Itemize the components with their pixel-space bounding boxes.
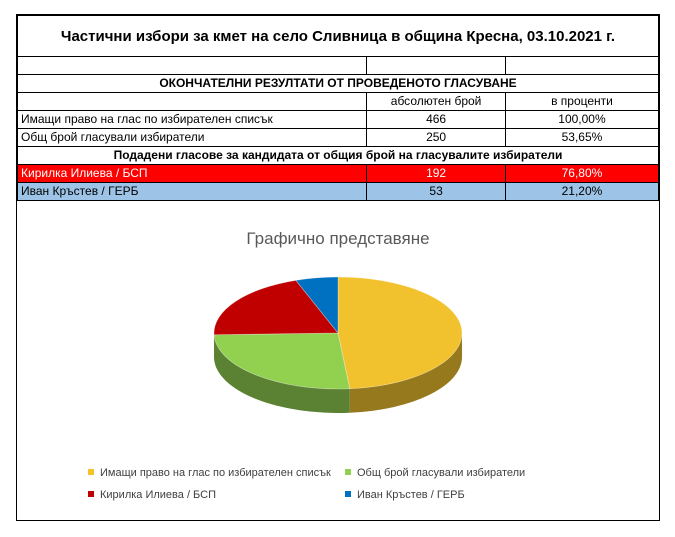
legend-item bbox=[345, 467, 525, 479]
page-title: Частични избори за кмет на село Сливница в община Кресна, 03.10.2021 г. bbox=[18, 16, 659, 57]
empty-cell bbox=[367, 57, 506, 75]
empty-row bbox=[18, 57, 659, 75]
candidate-row-bsp bbox=[18, 165, 659, 183]
candidate-label: Иван Кръстев / ГЕРБ bbox=[18, 183, 367, 201]
chart-area bbox=[17, 215, 659, 520]
title-row bbox=[18, 16, 659, 57]
row-label: Общ брой гласували избиратели bbox=[18, 129, 367, 147]
results-table bbox=[17, 15, 659, 201]
candidates-header-row bbox=[18, 147, 659, 165]
legend-swatch bbox=[88, 491, 94, 497]
legend-item bbox=[345, 489, 465, 501]
legend-label: Иван Кръстев / ГЕРБ bbox=[357, 489, 465, 501]
legend-swatch bbox=[345, 469, 351, 475]
table-row bbox=[18, 111, 659, 129]
row-absolute: 250 bbox=[367, 129, 506, 147]
candidate-label: Кирилка Илиева / БСП bbox=[18, 165, 367, 183]
candidate-percent: 76,80% bbox=[505, 165, 658, 183]
candidate-absolute: 192 bbox=[367, 165, 506, 183]
section-header-row bbox=[18, 75, 659, 93]
table-row bbox=[18, 129, 659, 147]
chart-title: Графично представяне bbox=[246, 229, 430, 248]
legend-label: Кирилка Илиева / БСП bbox=[100, 489, 216, 501]
legend-swatch bbox=[345, 491, 351, 497]
row-absolute: 466 bbox=[367, 111, 506, 129]
legend-item bbox=[88, 489, 216, 501]
section-header: ОКОНЧАТЕЛНИ РЕЗУЛТАТИ ОТ ПРОВЕДЕНОТО ГЛАСУВАНЕ bbox=[18, 75, 659, 93]
candidate-percent: 21,20% bbox=[505, 183, 658, 201]
empty-cell bbox=[18, 93, 367, 111]
column-header-row bbox=[18, 93, 659, 111]
col-percent-header: в проценти bbox=[505, 93, 658, 111]
candidates-header: Подадени гласове за кандидата от общия брой на гласувалите избиратели bbox=[18, 147, 659, 165]
candidate-absolute: 53 bbox=[367, 183, 506, 201]
legend-label: Общ брой гласували избиратели bbox=[357, 467, 526, 479]
legend-swatch bbox=[88, 469, 94, 475]
legend-item bbox=[88, 467, 331, 479]
row-percent: 100,00% bbox=[505, 111, 658, 129]
candidate-row-gerb bbox=[18, 183, 659, 201]
empty-cell bbox=[18, 57, 367, 75]
col-absolute-header: абсолютен брой bbox=[367, 93, 506, 111]
row-percent: 53,65% bbox=[505, 129, 658, 147]
empty-cell bbox=[505, 57, 658, 75]
row-label: Имащи право на глас по избирателен списък bbox=[18, 111, 367, 129]
legend-label: Имащи право на глас по избирателен списък bbox=[100, 467, 331, 479]
